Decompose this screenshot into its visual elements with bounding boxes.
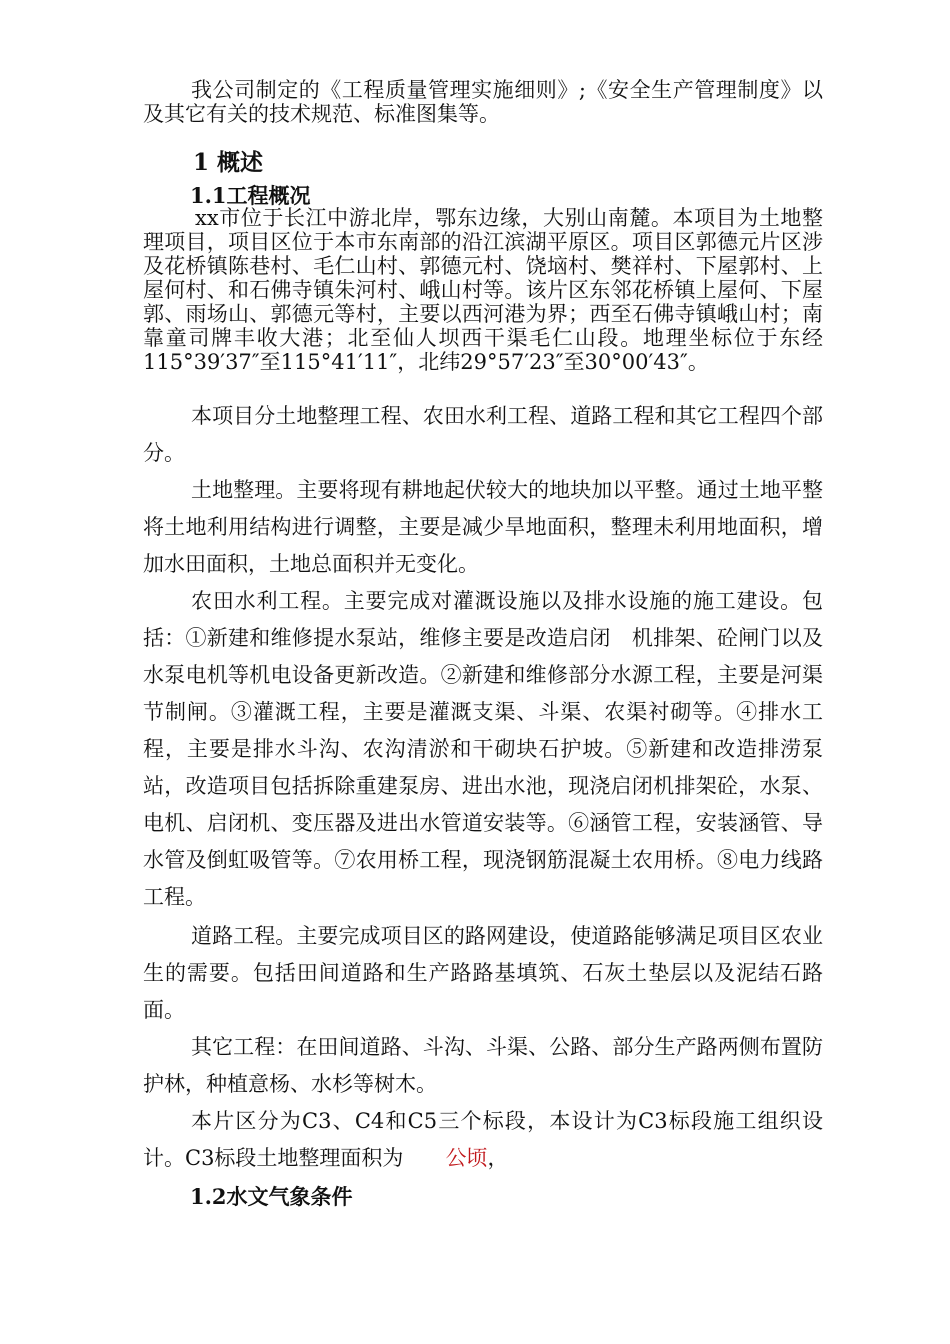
section-split-paragraph	[143, 1103, 823, 1177]
section-1-heading: 1 概述	[193, 149, 264, 176]
section-split-tail: ，	[487, 1146, 509, 1170]
area-unit: 公顷	[445, 1146, 488, 1170]
other-works-paragraph: 其它工程：在田间道路、斗沟、斗渠、公路、部分生产路两侧布置防护林，种植意杨、水杉等树木。	[143, 1035, 823, 1096]
intro-paragraph: 我公司制定的《工程质量管理实施细则》;《安全生产管理制度》以及其它有关的技术规范、标准图集等。	[143, 78, 823, 126]
section-split-text: 本片区分为C3、C4和C5三个标段，本设计为C3标段施工组织设计。C3标段土地整理面积为	[143, 1109, 823, 1170]
land-paragraph: 土地整理。主要将现有耕地起伏较大的地块加以平整。通过土地平整将土地利用结构进行调整，主要是减少旱地面积，整理未利用地面积，增加水田面积，土地总面积并无变化。	[143, 478, 823, 576]
road-paragraph: 道路工程。主要完成项目区的路网建设，使道路能够满足项目区农业生的需要。包括田间道路和生产路路基填筑、石灰土垫层以及泥结石路面。	[143, 924, 823, 1022]
section-1-2-heading: 1.2水文气象条件	[190, 1184, 353, 1209]
location-paragraph: xx市位于长江中游北岸，鄂东边缘，大别山南麓。本项目为土地整理项目，项目区位于本市东南部的沿江滨湖平原区。项目区郭德元片区涉及花桥镇陈巷村、毛仁山村、郭德元村、饶垴村、樊祥村、下屋郭村、上屋何村、和石佛寺镇朱河村、峨山村等。该片区东邻花桥镇上屋何、下屋郭、雨场山、郭德元等村，主要以西河港为界；西至石佛寺镇峨山村；南靠童司牌丰收大港；北至仙人坝西干渠毛仁山段。地理坐标位于东经115°39′37″至115°41′11″，北纬29°57′23″至30°00′43″。	[143, 206, 823, 374]
water-conservancy-paragraph: 农田水利工程。主要完成对灌溉设施以及排水设施的施工建设。包括：①新建和维修提水泵站，维修主要是改造启闭 机排架、砼闸门以及水泵电机等机电设备更新改造。②新建和维修部分水源工程，主要是河渠节制闸。③灌溉工程，主要是灌溉支渠、斗渠、农渠衬砌等。④排水工程，主要是排水斗沟、农沟清淤和干砌块石护坡。⑤新建和改造排涝泵站，改造项目包括拆除重建泵房、进出水池，现浇启闭机排架砼，水泵、电机、启闭机、变压器及进出水管道安装等。⑥涵管工程，安装涵管、导水管及倒虹吸管等。⑦农用桥工程，现浇钢筋混凝土农用桥。⑧电力线路工程。	[143, 589, 823, 909]
section-1-1-heading: 1.1工程概况	[190, 183, 311, 208]
parts-paragraph: 本项目分土地整理工程、农田水利工程、道路工程和其它工程四个部分。	[143, 404, 823, 465]
